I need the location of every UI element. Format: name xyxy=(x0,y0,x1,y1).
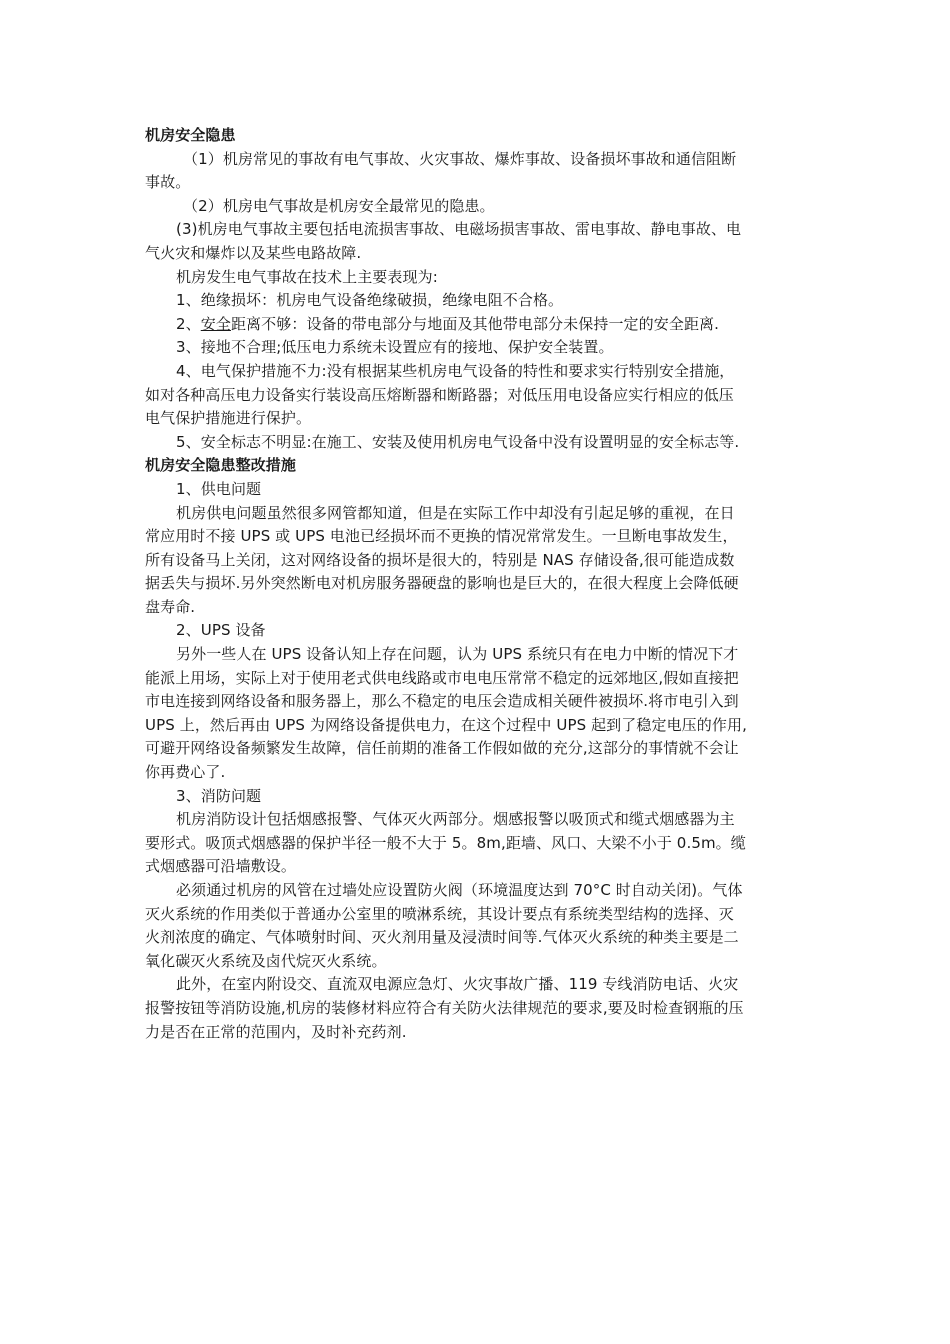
paragraph-line: 灭火系统的作用类似于普通办公室里的喷淋系统，其设计要点有系统类型结构的选择、灭 xyxy=(145,904,734,923)
paragraph-line: 常应用时不接 UPS 或 UPS 电池已经损坏而不更换的情况常常发生。一旦断电事故发生， xyxy=(145,527,738,546)
paragraph-line: 必须通过机房的风管在过墙处应设置防火阀（环境温度达到 70°C 时自动关闭)。气体 xyxy=(176,881,743,899)
paragraph-line: 式烟感器可沿墙敷设。 xyxy=(145,857,297,876)
paragraph-line: （1）机房常见的事故有电气事故、火灾事故、爆炸事故、设备损坏事故和通信阻断 xyxy=(183,149,737,168)
document-body xyxy=(145,124,810,1044)
paragraph-line: 机房供电问题虽然很多网管都知道，但是在实际工作中却没有引起足够的重视，在日 xyxy=(176,503,735,522)
paragraph-line: 气火灾和爆炸以及某些电路故障. xyxy=(145,243,362,262)
paragraph-line: 你再费心了. xyxy=(145,763,226,782)
paragraph-line: 事故。 xyxy=(145,173,191,192)
paragraph-line: UPS 上，然后再由 UPS 为网络设备提供电力，在这个过程中 UPS 起到了稳定电压的作用, xyxy=(145,715,747,734)
paragraph-line xyxy=(145,313,810,337)
paragraph-line: 市电连接到网络设备和服务器上，那么不稳定的电压会造成相关硬件被损坏.将市电引入到 xyxy=(145,692,739,711)
paragraph-line: 5、安全标志不明显:在施工、安装及使用机房电气设备中没有设置明显的安全标志等. xyxy=(176,432,740,451)
paragraph-line: 要形式。吸顶式烟感器的保护半径一般不大于 5。8m,距墙、风口、大梁不小于 0.5m。缆 xyxy=(145,833,746,852)
line-prefix: 2、 xyxy=(176,314,201,333)
paragraph-line: 报警按钮等消防设施,机房的装修材料应符合有关防火法律规范的要求,要及时检查钢瓶的压 xyxy=(145,998,744,1017)
paragraph-line: 3、消防问题 xyxy=(176,786,262,805)
paragraph-line: （2）机房电气事故是机房安全最常见的隐患。 xyxy=(183,196,495,215)
paragraph-line: 火剂浓度的确定、气体喷射时间、灭火剂用量及浸渍时间等.气体灭火系统的种类主要是二 xyxy=(145,928,739,947)
section-heading: 机房安全隐患 xyxy=(145,126,236,144)
paragraph-line: 力是否在正常的范围内，及时补充药剂. xyxy=(145,1022,407,1041)
paragraph-line: 1、供电问题 xyxy=(176,479,262,498)
paragraph-line: 能派上用场，实际上对于使用老式供电线路或市电电压常常不稳定的远郊地区,假如直接把 xyxy=(145,668,739,687)
paragraph-line: 另外一些人在 UPS 设备认知上存在问题，认为 UPS 系统只有在电力中断的情况下才 xyxy=(176,645,739,664)
underlined-link-text[interactable]: 安全 xyxy=(200,314,231,333)
paragraph-line: 2、UPS 设备 xyxy=(176,621,266,640)
paragraph-line: 盘寿命. xyxy=(145,597,196,616)
paragraph-line: 如对各种高压电力设备实行装设高压熔断器和断路器；对低压用电设备应实行相应的低压 xyxy=(145,385,734,404)
paragraph-line: 此外，在室内附设交、直流双电源应急灯、火灾事故广播、119 专线消防电话、火灾 xyxy=(176,975,739,994)
line-suffix: 距离不够：设备的带电部分与地面及其他带电部分未保持一定的安全距离. xyxy=(230,314,720,333)
paragraph-line: (3)机房电气事故主要包括电流损害事故、电磁场损害事故、雷电事故、静电事故、电 xyxy=(176,220,742,239)
paragraph-line: 机房发生电气事故在技术上主要表现为: xyxy=(176,267,438,286)
paragraph-line: 3、接地不合理;低压电力系统未设置应有的接地、保护安全装置。 xyxy=(176,338,614,357)
paragraph-line: 可避开网络设备频繁发生故障，信任前期的准备工作假如做的充分,这部分的事情就不会让 xyxy=(145,739,739,758)
paragraph-line: 机房消防设计包括烟感报警、气体灭火两部分。烟感报警以吸顶式和缆式烟感器为主 xyxy=(176,810,735,829)
paragraph-line: 1、绝缘损坏：机房电气设备绝缘破损，绝缘电阻不合格。 xyxy=(176,291,564,310)
paragraph-line: 所有设备马上关闭，这对网络设备的损坏是很大的，特别是 NAS 存储设备,很可能造成数 xyxy=(145,550,735,569)
paragraph-line: 据丢失与损坏.另外突然断电对机房服务器硬盘的影响也是巨大的，在很大程度上会降低硬 xyxy=(145,574,739,593)
paragraph-line: 氧化碳灭火系统及卤代烷灭火系统。 xyxy=(145,951,387,970)
paragraph-line: 电气保护措施进行保护。 xyxy=(145,409,312,428)
paragraph-line: 4、电气保护措施不力:没有根据某些机房电气设备的特性和要求实行特别安全措施， xyxy=(176,361,735,380)
section-heading: 机房安全隐患整改措施 xyxy=(145,456,297,475)
